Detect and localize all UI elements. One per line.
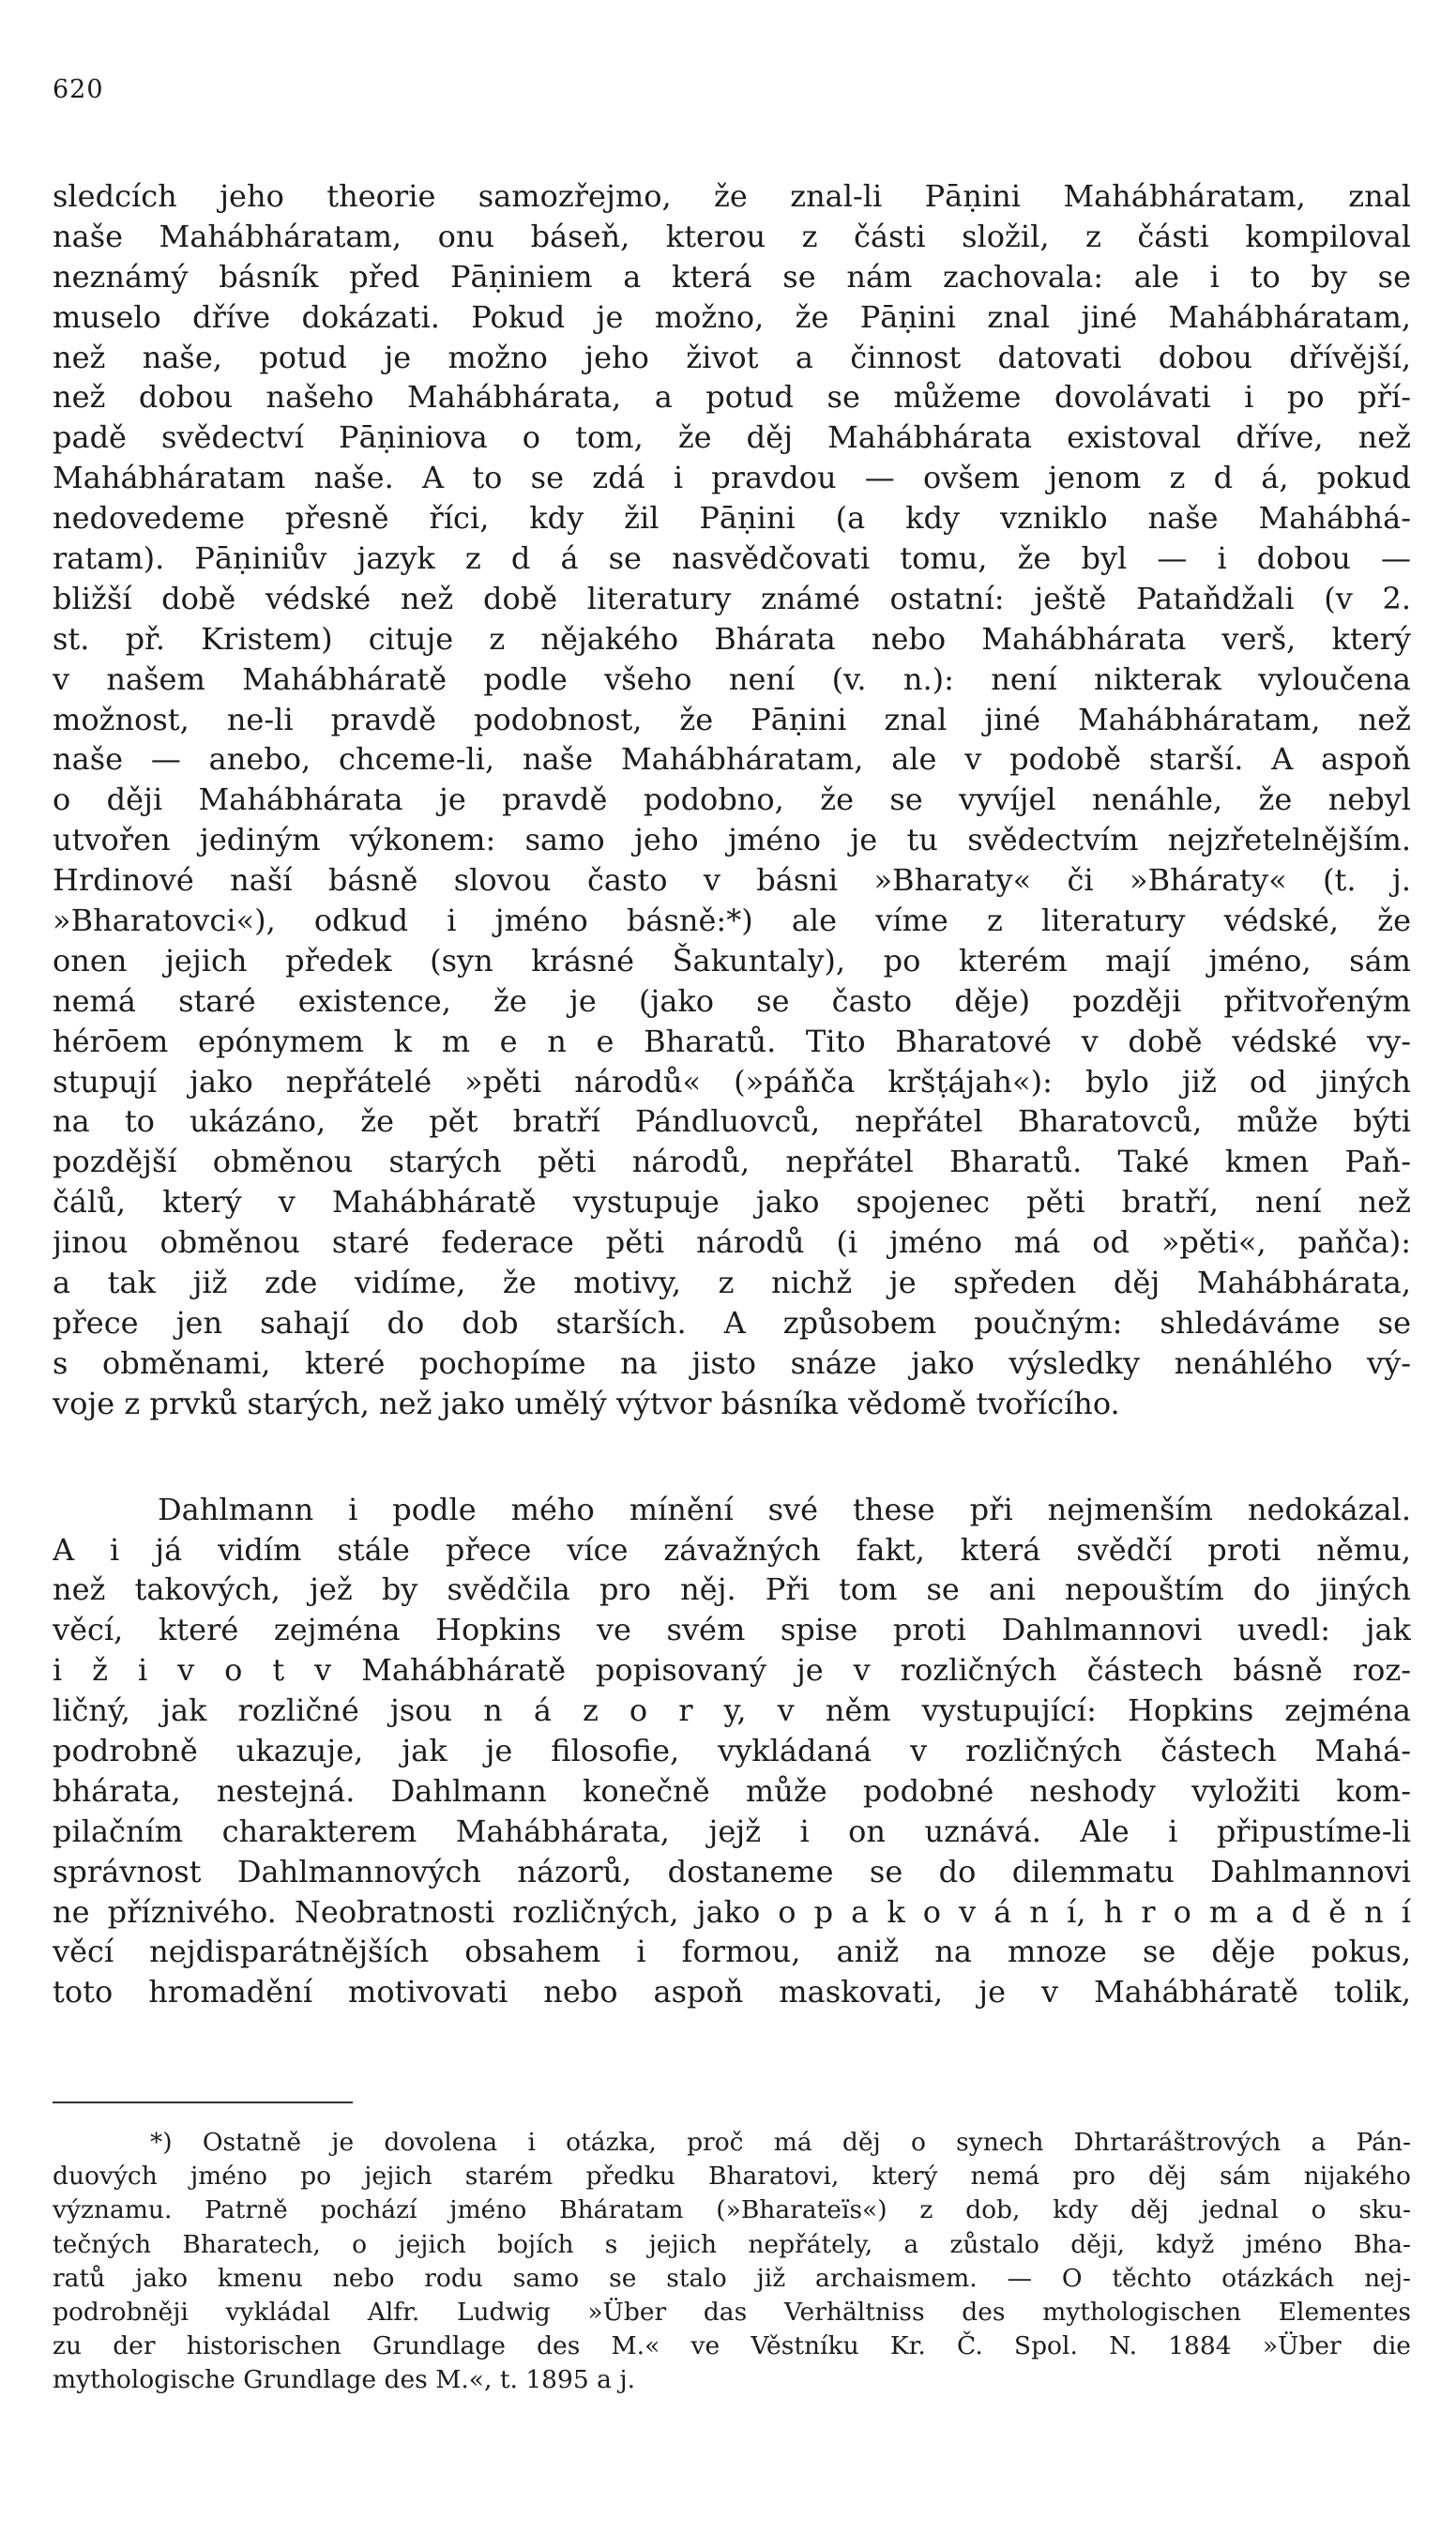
text-line: voje z prvků starých, než jako umělý výtvor básníka vědomě tvořícího. [53, 1385, 1120, 1421]
text-line: ličný, jak rozličné jsou n á z o r y, v něm vystupující: Hopkins zejména [53, 1692, 1411, 1729]
text-line: možnost, ne-li pravdě podobnost, že Pāṇini znal jiné Mahábháratam, než [53, 701, 1411, 737]
text-line: podrobně ukazuje, jak je filosofie, vykládaná v rozličných částech Mahá- [53, 1732, 1411, 1768]
text-line: čálů, který v Mahábháratě vystupuje jako spojenec pěti bratří, není než [53, 1184, 1411, 1221]
text-line: st. př. Kristem) cituje z nějakého Bhárata nebo Mahábhárata verš, který [53, 620, 1411, 657]
text-line: bhárata, nestejná. Dahlmann konečně může podobné neshody vyložiti kom- [53, 1772, 1411, 1809]
text-line: s obměnami, které pochopíme na jisto snáze jako výsledky nenáhlého vý- [53, 1344, 1411, 1381]
text-line: padě svědectví Pāṇiniova o tom, že děj Mahábhárata existoval dříve, než [53, 419, 1411, 456]
text-line: věcí, které zejména Hopkins ve svém spise proti Dahlmannovi uvedl: jak [53, 1612, 1411, 1648]
main-text [53, 176, 1411, 2012]
text-line: Hrdinové naší básně slovou často v básni »Bharaty« či »Bháraty« (t. j. [53, 862, 1411, 899]
text-line: v našem Mahábháratě podle všeho není (v. n.): není nikterak vyloučena [53, 660, 1411, 697]
text-line: i ž i v o t v Mahábháratě popisovaný je v rozličných částech básně roz- [53, 1652, 1411, 1689]
text-line: věcí nejdisparátnějších obsahem i formou, aniž na mnoze se děje pokus, [53, 1934, 1411, 1970]
text-line: než dobou našeho Mahábhárata, a potud se můžeme dovolávati i po pří- [53, 379, 1411, 416]
text-line: pozdější obměnou starých pěti národů, nepřátel Bharatů. Také kmen Paň- [53, 1144, 1411, 1180]
footnote-line: významu. Patrně pochází jméno Bháratam (»Bharateïs«) z dob, kdy děj jednal o sku- [53, 2195, 1411, 2225]
footnote-divider [53, 2102, 353, 2103]
text-line: o ději Mahábhárata je pravdě podobno, že se vyvíjel nenáhle, že nebyl [53, 781, 1411, 818]
text-line: nedovedeme přesně říci, kdy žil Pāṇini (a kdy vzniklo naše Mahábhá- [53, 500, 1411, 537]
page-number: 620 [53, 75, 104, 104]
footnote-line: tečných Bharatech, o jejich bojích s jejich nepřátely, a zůstalo ději, když jméno Bha- [53, 2229, 1411, 2259]
text-line: nemá staré existence, že je (jako se často děje) později přitvořeným [53, 982, 1411, 1019]
text-line: muselo dříve dokázati. Pokud je možno, že Pāṇini znal jiné Mahábháratam, [53, 298, 1411, 335]
footnote-line: ratů jako kmenu nebo rodu samo se stalo již archaismem. — O těchto otázkách nej- [53, 2263, 1411, 2293]
text-line: naše — anebo, chceme-li, naše Mahábháratam, ale v podobě starší. A aspoň [53, 741, 1411, 778]
text-line: utvořen jediným výkonem: samo jeho jméno je tu svědectvím nejzřetelnějším. [53, 822, 1411, 858]
text-line: správnost Dahlmannových názorů, dostaneme se do dilemmatu Dahlmannovi [53, 1853, 1411, 1889]
text-line: přece jen sahají do dob starších. A způsobem poučným: shledáváme se [53, 1304, 1411, 1341]
footnote-line: zu der historischen Grundlage des M.« ve Věstníku Kr. Č. Spol. N. 1884 »Über die [53, 2331, 1411, 2361]
footnote [53, 2126, 1411, 2398]
text-line: onen jejich předek (syn krásné Šakuntaly), po kterém mají jméno, sám [53, 942, 1411, 979]
text-line: ne příznivého. Neobratnosti rozličných, jako o p a k o v á n í, h r o m a d ě n í [53, 1893, 1411, 1930]
text-line: Dahlmann i podle mého mínění své these při nejmenším nedokázal. [158, 1491, 1411, 1527]
text-line: A i já vidím stále přece více závažných fakt, která svědčí proti němu, [53, 1531, 1411, 1568]
footnote-line: mythologische Grundlage des M.«, t. 1895 a j. [53, 2365, 636, 2395]
text-line: jinou obměnou staré federace pěti národů (i jméno má od »pěti«, paňča): [53, 1224, 1411, 1261]
text-line: Mahábháratam naše. A to se zdá i pravdou — ovšem jenom z d á, pokud [53, 460, 1411, 496]
text-line: neznámý básník před Pāṇiniem a která se nám zachovala: ale i to by se [53, 258, 1411, 295]
footnote-line: podrobněji vykládal Alfr. Ludwig »Über das Verhältniss des mythologischen Elementes [53, 2297, 1411, 2327]
paragraph-1 [53, 176, 1411, 1424]
text-line: stupují jako nepřátelé »pěti národů« (»páňča kršṭájah«): bylo již od jiných [53, 1063, 1411, 1100]
text-line: sledcích jeho theorie samozřejmo, že znal-li Pāṇini Mahábháratam, znal [53, 178, 1411, 214]
text-line: na to ukázáno, že pět bratří Pándluovců, nepřátel Bharatovců, může býti [53, 1103, 1411, 1140]
paragraph-2 [53, 1490, 1411, 2013]
text-line: hérōem epónymem k m e n e Bharatů. Tito Bharatové v době védské vy- [53, 1023, 1411, 1059]
footnote-line: duových jméno po jejich starém předku Bharatovi, který nemá pro děj sám nijakého [53, 2162, 1411, 2192]
text-line: a tak již zde vidíme, že motivy, z nichž je spředen děj Mahábhárata, [53, 1265, 1411, 1301]
text-line: bližší době védské než době literatury známé ostatní: ještě Pataňdžali (v 2. [53, 580, 1411, 616]
text-line: než naše, potud je možno jeho život a činnost datovati dobou dřívější, [53, 339, 1411, 375]
text-line: ratam). Pāṇiniův jazyk z d á se nasvědčovati tomu, že byl — i dobou — [53, 540, 1411, 577]
text-line: než takových, jež by svědčila pro něj. Při tom se ani nepouštím do jiných [53, 1571, 1411, 1608]
text-line: toto hromadění motivovati nebo aspoň maskovati, je v Mahábháratě tolik, [53, 1974, 1411, 2011]
text-line: pilačním charakterem Mahábhárata, jejž i on uznává. Ale i připustíme-li [53, 1813, 1411, 1849]
footnote-line: *) Ostatně je dovolena i otázka, proč má děj o synech Dhrtaráštrových a Pán- [150, 2128, 1411, 2157]
text-line: naše Mahábháratam, onu báseň, kterou z části složil, z části kompiloval [53, 218, 1411, 254]
text-line: »Bharatovci«), odkud i jméno básně:*) ale víme z literatury védské, že [53, 903, 1411, 939]
